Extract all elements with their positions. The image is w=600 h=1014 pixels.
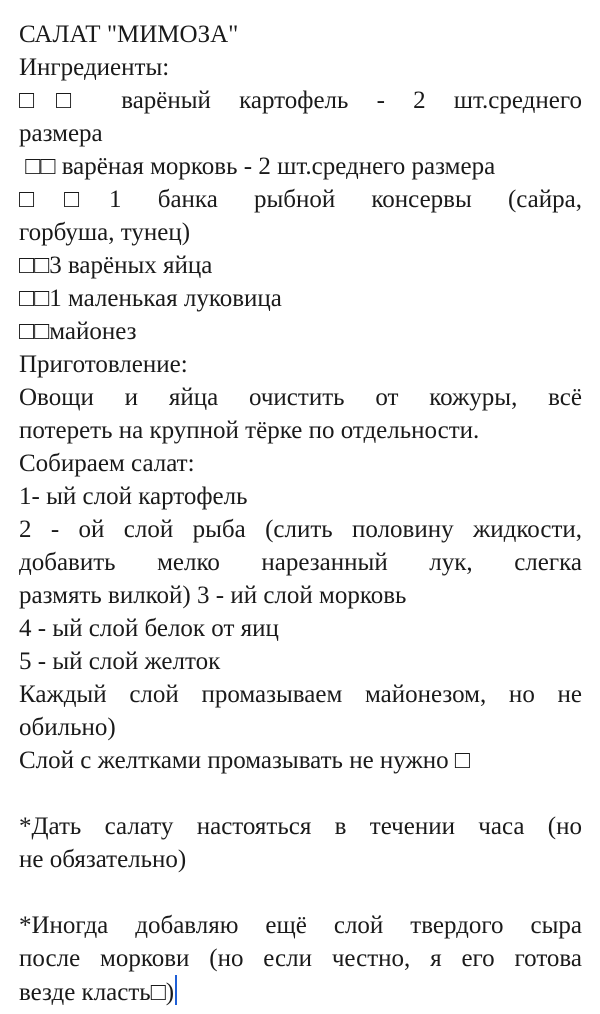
preparation-line: добавить мелко нарезанный лук, слегка (19, 549, 582, 576)
blank-line (19, 876, 582, 909)
note-line: *Иногда добавляю ещё слой твердого сыра (19, 912, 582, 939)
preparation-line: Собираем салат: (19, 450, 195, 477)
ingredient-line: □□1 маленькая луковица (19, 285, 282, 312)
note-last-line (19, 975, 582, 1008)
preparation-line: обильно) (19, 714, 116, 741)
ingredients-heading: Ингредиенты: (19, 54, 170, 81)
note-line: после моркови (но если честно, я его готова (19, 945, 582, 972)
ingredient-line-continued: горбуша, тунец) (19, 219, 191, 246)
note-line-text: везде класть□) (19, 979, 175, 1006)
note-line: *Дать салату настояться в течении часа (но (19, 813, 582, 840)
preparation-line: потереть на крупной тёрке по отдельности. (19, 417, 480, 444)
ingredient-line: □□1 банка рыбной консервы (сайра, (19, 186, 582, 213)
document-body[interactable] (19, 18, 582, 1008)
preparation-line: 2 - ой слой рыба (слить половину жидкости, (19, 516, 582, 543)
ingredient-line: □□ варёный картофель - 2 шт.среднего (19, 87, 582, 114)
preparation-line: 1- ый слой картофель (19, 483, 248, 510)
ingredient-line: □□майонез (19, 318, 137, 345)
preparation-line: 4 - ый слой белок от яиц (19, 615, 279, 642)
text-cursor (175, 975, 177, 1005)
preparation-line: Овощи и яйца очистить от кожуры, всё (19, 384, 582, 411)
recipe-title: САЛАТ "МИМОЗА" (19, 21, 239, 48)
preparation-heading: Приготовление: (19, 351, 188, 378)
note-line: не обязательно) (19, 846, 187, 873)
ingredient-line: □□ варёная морковь - 2 шт.среднего размера (19, 153, 496, 180)
blank-line (19, 777, 582, 810)
preparation-line: 5 - ый слой желток (19, 648, 221, 675)
preparation-line: размять вилкой) 3 - ий слой морковь (19, 582, 407, 609)
ingredient-line: □□3 варёных яйца (19, 252, 213, 279)
preparation-line: Каждый слой промазываем майонезом, но не (19, 681, 582, 708)
preparation-line: Слой с желтками промазывать не нужно □ (19, 747, 470, 774)
ingredient-line-continued: размера (19, 120, 103, 147)
